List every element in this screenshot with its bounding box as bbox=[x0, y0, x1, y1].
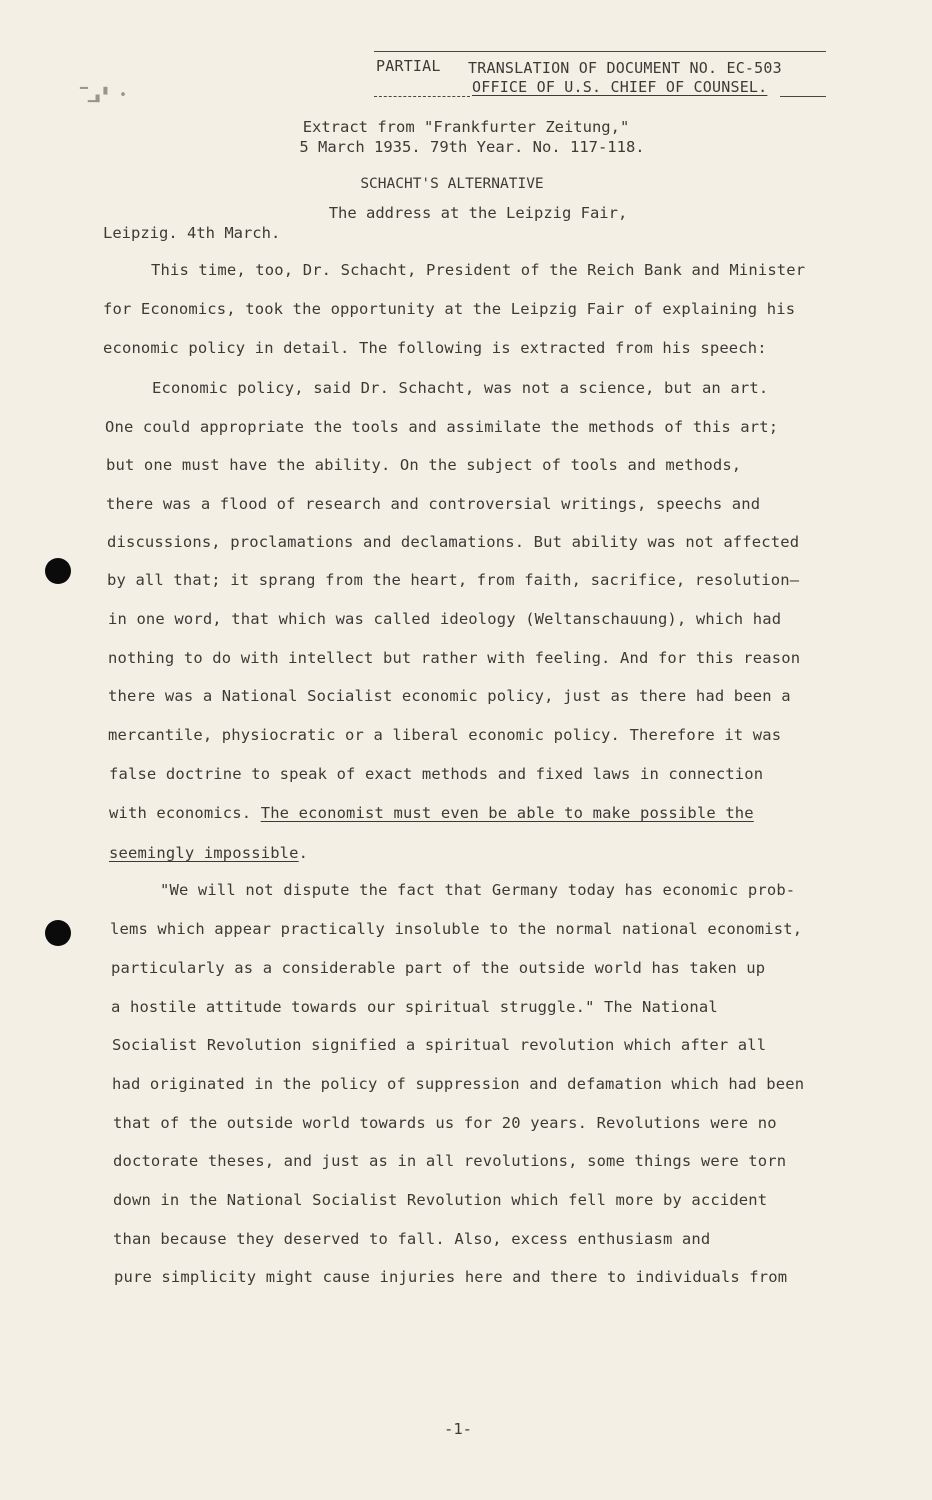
ink-smudge: ▔▁▖▘ • bbox=[80, 88, 127, 103]
text-line: that of the outside world towards us for 20 years. Revolutions were no bbox=[113, 1114, 777, 1132]
text-line: false doctrine to speak of exact methods and fixed laws in connection bbox=[109, 765, 764, 783]
text-line: discussions, proclamations and declamations. But ability was not affected bbox=[107, 533, 800, 551]
text-line: nothing to do with intellect but rather with feeling. And for this reason bbox=[108, 649, 801, 667]
text-line: a hostile attitude towards our spiritual struggle." The National bbox=[111, 998, 718, 1016]
article-subtitle: The address at the Leipzig Fair, bbox=[328, 204, 628, 222]
text-line: One could appropriate the tools and assimilate the methods of this art; bbox=[105, 418, 779, 436]
text-line-underlined-start bbox=[109, 804, 754, 822]
text-line: than because they deserved to fall. Also, excess enthusiasm and bbox=[113, 1230, 711, 1248]
text-line: Socialist Revolution signified a spiritual revolution which after all bbox=[112, 1036, 767, 1054]
source-line-2: 5 March 1935. 79th Year. No. 117-118. bbox=[299, 138, 645, 156]
text-line: particularly as a considerable part of the outside world has taken up bbox=[111, 959, 766, 977]
dateline: Leipzig. 4th March. bbox=[103, 224, 281, 242]
punch-hole bbox=[45, 920, 71, 946]
header-partial: PARTIAL bbox=[376, 57, 441, 75]
header-dash-rule bbox=[374, 96, 470, 97]
text-line: Economic policy, said Dr. Schacht, was not a science, but an art. bbox=[152, 379, 769, 397]
header-bottom-rule bbox=[780, 96, 826, 97]
page-number: -1- bbox=[444, 1420, 472, 1438]
header-office-line: OFFICE OF U.S. CHIEF OF COUNSEL. bbox=[472, 78, 768, 96]
text-line: by all that; it sprang from the heart, from faith, sacrifice, resolution— bbox=[107, 571, 800, 589]
text-line: "We will not dispute the fact that Germany today has economic prob- bbox=[160, 881, 796, 899]
text-line: pure simplicity might cause injuries here and there to individuals from bbox=[114, 1268, 788, 1286]
text-line: in one word, that which was called ideology (Weltanschauung), which had bbox=[108, 610, 782, 628]
text-line: lems which appear practically insoluble to the normal national economist, bbox=[110, 920, 803, 938]
text-line: but one must have the ability. On the subject of tools and methods, bbox=[106, 456, 742, 474]
text-line-underlined-end bbox=[109, 844, 308, 862]
text-line: This time, too, Dr. Schacht, President of the Reich Bank and Minister bbox=[151, 261, 806, 279]
text-line: down in the National Socialist Revolution which fell more by accident bbox=[113, 1191, 768, 1209]
underlined-text: The economist must even be able to make possible the bbox=[260, 804, 754, 822]
text-line: had originated in the policy of suppression and defamation which had been bbox=[112, 1075, 805, 1093]
article-title: SCHACHT'S ALTERNATIVE bbox=[360, 176, 544, 192]
text-line: economic policy in detail. The following is extracted from his speech: bbox=[103, 339, 767, 357]
underlined-text: seemingly impossible bbox=[109, 844, 299, 862]
text-line: there was a flood of research and controversial writings, speechs and bbox=[106, 495, 761, 513]
header-translation-line: TRANSLATION OF DOCUMENT NO. EC-503 bbox=[468, 59, 782, 77]
punch-hole bbox=[45, 558, 71, 584]
source-line-1: Extract from "Frankfurter Zeitung," bbox=[302, 118, 630, 136]
text-line: doctorate theses, and just as in all revolutions, some things were torn bbox=[113, 1152, 787, 1170]
text-plain: with economics. bbox=[109, 804, 261, 822]
text-line: mercantile, physiocratic or a liberal economic policy. Therefore it was bbox=[108, 726, 782, 744]
text-line: there was a National Socialist economic policy, just as there had been a bbox=[108, 687, 791, 705]
header-top-rule bbox=[374, 51, 826, 52]
text-line: for Economics, took the opportunity at the Leipzig Fair of explaining his bbox=[103, 300, 796, 318]
text-plain: . bbox=[298, 844, 309, 862]
